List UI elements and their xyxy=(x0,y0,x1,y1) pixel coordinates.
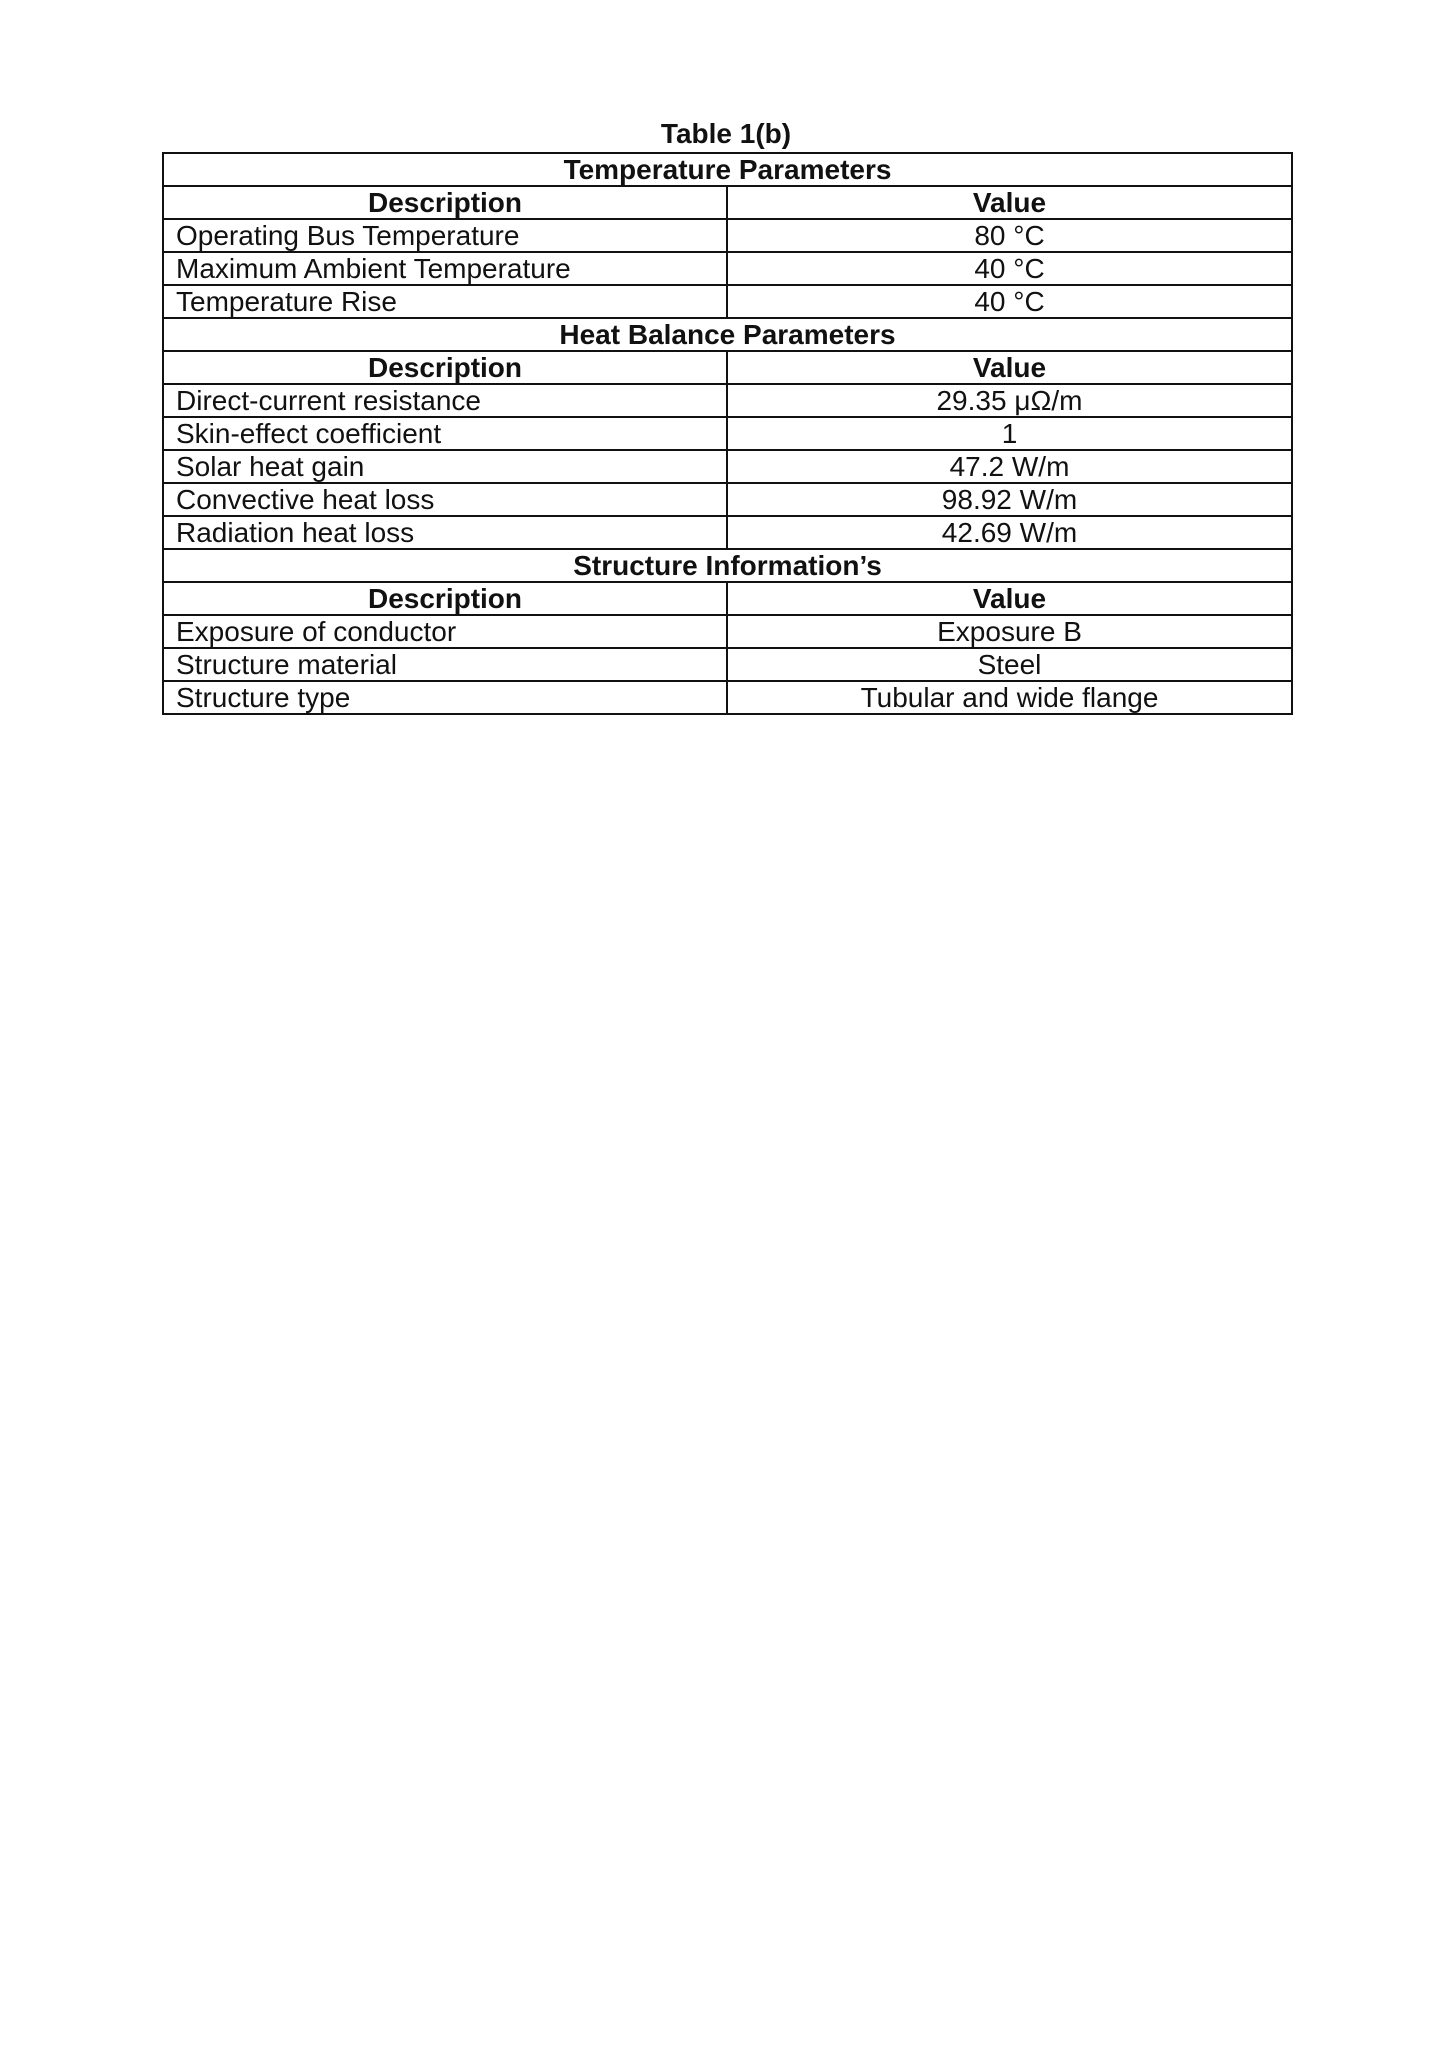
row-description: Direct-current resistance xyxy=(163,384,727,417)
column-header-description: Description xyxy=(163,351,727,384)
row-description: Exposure of conductor xyxy=(163,615,727,648)
column-header-value: Value xyxy=(727,351,1292,384)
row-description: Temperature Rise xyxy=(163,285,727,318)
column-header-description: Description xyxy=(163,186,727,219)
column-header-value: Value xyxy=(727,582,1292,615)
row-value: 40 °C xyxy=(727,252,1292,285)
table-row xyxy=(163,516,1292,549)
row-description: Skin-effect coefficient xyxy=(163,417,727,450)
section-title-row xyxy=(163,318,1292,351)
row-value: 40 °C xyxy=(727,285,1292,318)
parameters-table xyxy=(162,152,1293,715)
table-row xyxy=(163,285,1292,318)
row-value: Exposure B xyxy=(727,615,1292,648)
row-value: 47.2 W/m xyxy=(727,450,1292,483)
row-description: Convective heat loss xyxy=(163,483,727,516)
row-description: Structure material xyxy=(163,648,727,681)
row-value: 80 °C xyxy=(727,219,1292,252)
row-value: Tubular and wide flange xyxy=(727,681,1292,714)
row-value: 1 xyxy=(727,417,1292,450)
section-title-row xyxy=(163,153,1292,186)
column-header-row xyxy=(163,582,1292,615)
row-description: Solar heat gain xyxy=(163,450,727,483)
row-value: Steel xyxy=(727,648,1292,681)
table-row xyxy=(163,648,1292,681)
table-row xyxy=(163,384,1292,417)
table-caption: Table 1(b) xyxy=(660,118,792,149)
section-title: Temperature Parameters xyxy=(163,153,1292,186)
column-header-row xyxy=(163,186,1292,219)
row-description: Structure type xyxy=(163,681,727,714)
column-header-description: Description xyxy=(163,582,727,615)
table-row xyxy=(163,219,1292,252)
table-row xyxy=(163,615,1292,648)
row-value: 29.35 μΩ/m xyxy=(727,384,1292,417)
table-row xyxy=(163,450,1292,483)
section-title: Heat Balance Parameters xyxy=(163,318,1292,351)
row-description: Maximum Ambient Temperature xyxy=(163,252,727,285)
table-row xyxy=(163,681,1292,714)
row-value: 42.69 W/m xyxy=(727,516,1292,549)
table-row xyxy=(163,417,1292,450)
section-title-row xyxy=(163,549,1292,582)
column-header-value: Value xyxy=(727,186,1292,219)
section-title: Structure Information’s xyxy=(163,549,1292,582)
table-row xyxy=(163,483,1292,516)
column-header-row xyxy=(163,351,1292,384)
row-description: Operating Bus Temperature xyxy=(163,219,727,252)
row-description: Radiation heat loss xyxy=(163,516,727,549)
row-value: 98.92 W/m xyxy=(727,483,1292,516)
table-row xyxy=(163,252,1292,285)
